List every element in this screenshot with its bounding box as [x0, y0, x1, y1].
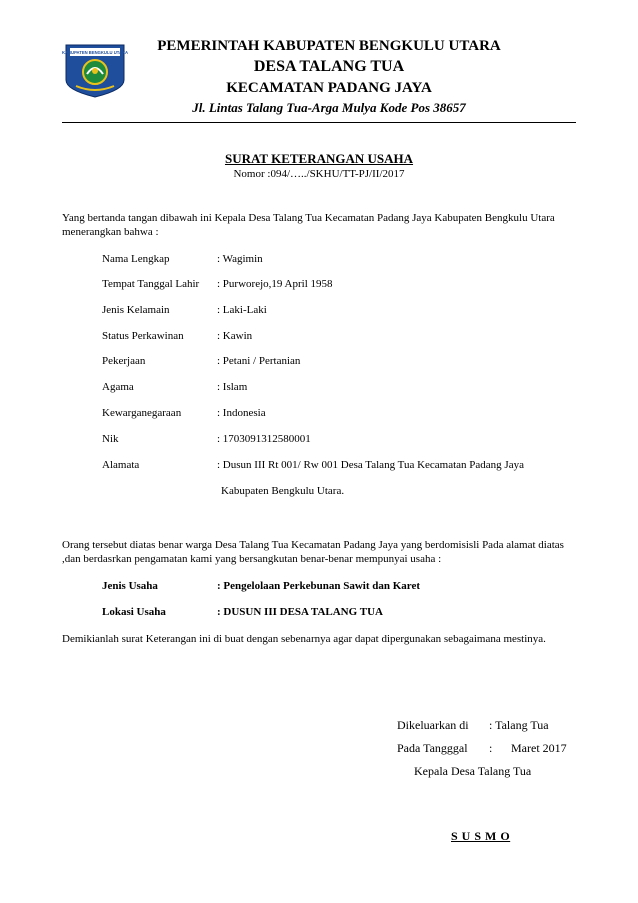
field-value: : Purworejo,19 April 1958	[217, 278, 333, 290]
field-label: Alamata	[102, 459, 140, 471]
date-value: Maret 2017	[511, 741, 567, 755]
date-separator: :	[489, 741, 493, 755]
field-label: Pekerjaan	[102, 355, 146, 367]
field-label: Jenis Kelamain	[102, 304, 170, 316]
logo-lettering: KABUPATEN BENGKULU UTARA	[62, 50, 128, 55]
issued-label: Dikeluarkan di	[397, 718, 469, 732]
intro-paragraph: Yang bertanda tangan dibawah ini Kepala Desa Talang Tua Kecamatan Padang Jaya Kabupaten Bengkulu Utara menerangkan bahwa :	[62, 212, 555, 238]
field-value: : Petani / Pertanian	[217, 355, 301, 367]
field-value: : Laki-Laki	[217, 304, 267, 316]
field-label: Kewarganegaraan	[102, 407, 182, 419]
header-village: DESA TALANG TUA	[253, 58, 405, 75]
header-government: PEMERINTAH KABUPATEN BENGKULU UTARA	[157, 38, 501, 54]
statement-paragraph: Orang tersebut diatas benar warga Desa Talang Tua Kecamatan Padang Jaya yang berdomisisli Pada alamat diatas ,dan berdasrkan pengamatan kami yang bersangkutan benar-benar mempunyai usaha :	[62, 539, 564, 565]
signatory-position: Kepala Desa Talang Tua	[414, 764, 532, 778]
field-value: : Islam	[217, 381, 248, 393]
field-value: : Indonesia	[217, 407, 266, 419]
address-continuation: Kabupaten Bengkulu Utara.	[221, 485, 345, 497]
header-district: KECAMATAN PADANG JAYA	[226, 80, 432, 96]
closing-paragraph: Demikianlah surat Keterangan ini di buat dengan sebenarnya agar dapat dipergunakan sebagaimana mestinya.	[62, 633, 546, 645]
business-value: : Pengelolaan Perkebunan Sawit dan Karet	[217, 580, 421, 592]
field-label: Nama Lengkap	[102, 253, 170, 265]
field-label: Agama	[102, 381, 134, 393]
header-divider	[62, 122, 576, 123]
signatory-name: S U S M O	[451, 829, 511, 843]
business-label: Jenis Usaha	[102, 580, 158, 592]
field-label: Nik	[102, 433, 119, 445]
field-label: Tempat Tanggal Lahir	[102, 278, 200, 290]
field-value: : Wagimin	[217, 253, 263, 265]
field-label: Status Perkawinan	[102, 330, 184, 342]
document-number: Nomor :094/…../SKHU/TT-PJ/II/2017	[233, 168, 405, 180]
issued-value: : Talang Tua	[489, 718, 549, 732]
date-label: Pada Tangggal	[397, 741, 468, 755]
field-value: : 1703091312580001	[217, 433, 311, 445]
business-value: : DUSUN III DESA TALANG TUA	[217, 606, 383, 618]
field-value: : Dusun III Rt 001/ Rw 001 Desa Talang Tua Kecamatan Padang Jaya	[217, 459, 524, 471]
business-label: Lokasi Usaha	[102, 606, 166, 618]
field-value: : Kawin	[217, 330, 253, 342]
document-title: SURAT KETERANGAN USAHA	[224, 151, 414, 166]
header-address: Jl. Lintas Talang Tua-Arga Mulya Kode Pos 38657	[192, 100, 466, 115]
